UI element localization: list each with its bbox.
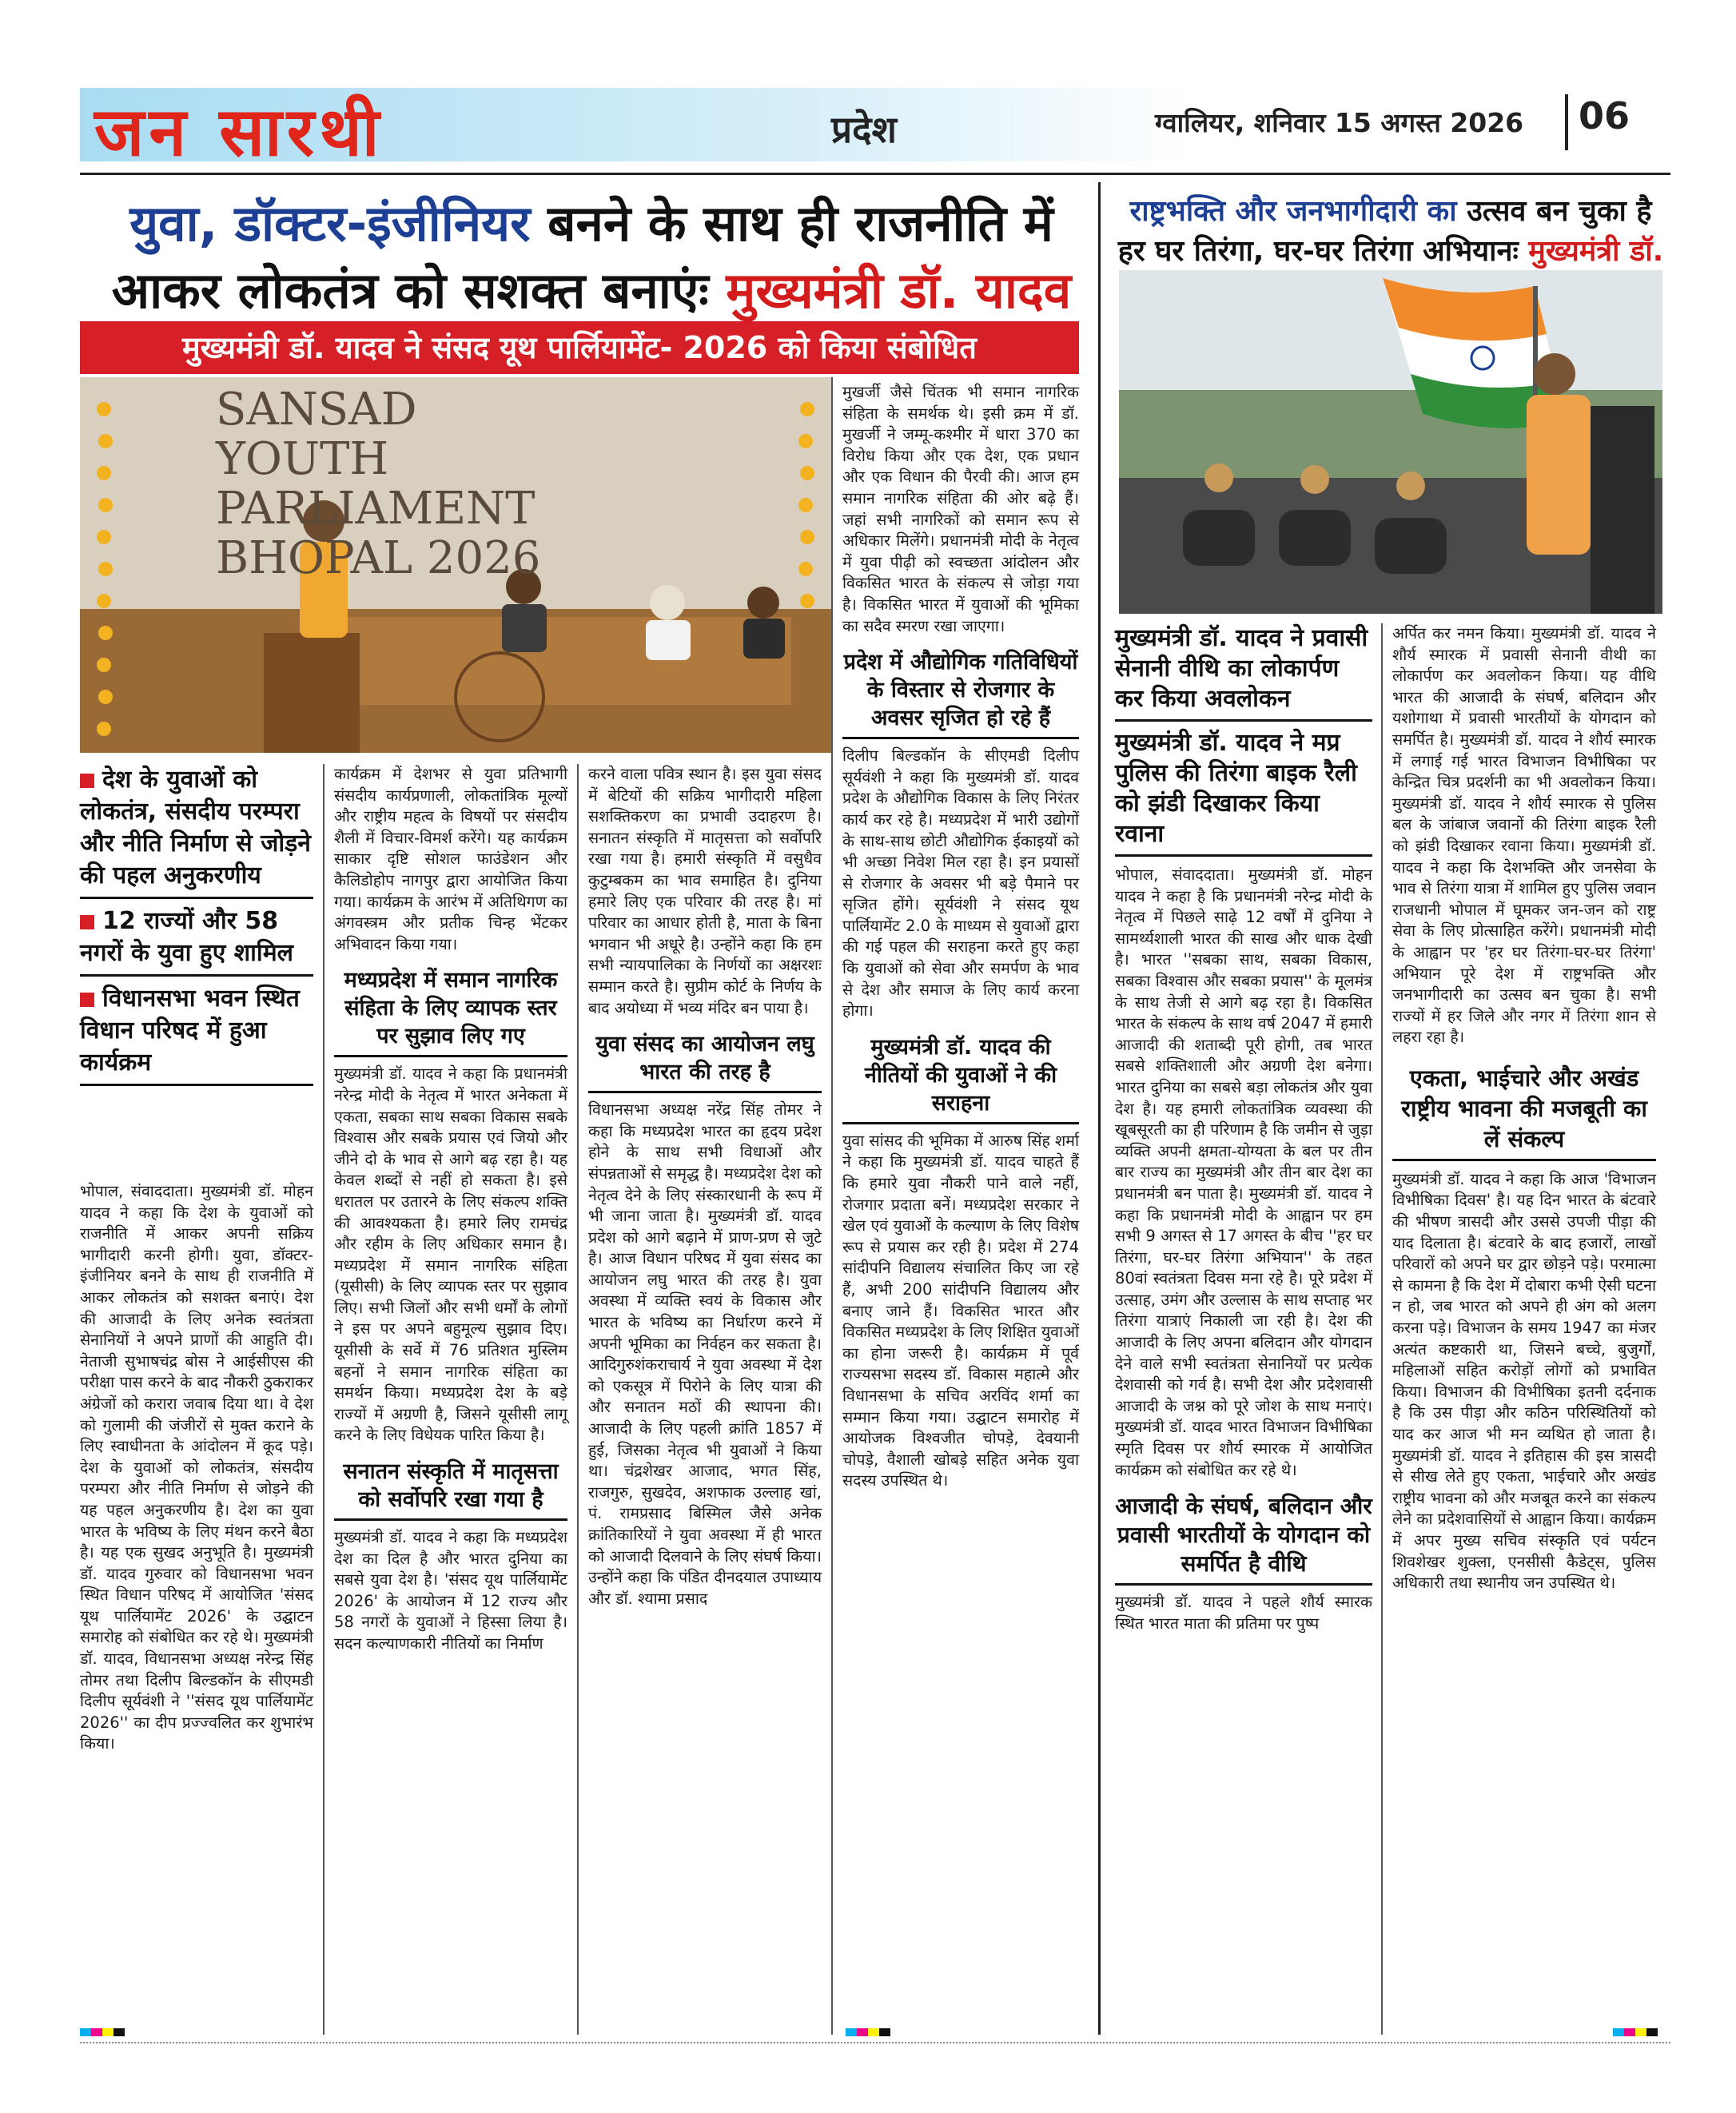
subheading: आजादी के संघर्ष, बलिदान और प्रवासी भारतीयों के योगदान को समर्पित है वीथि <box>1115 1493 1372 1578</box>
page-separator <box>1565 94 1568 150</box>
newspaper-logo: जन सारथी <box>94 92 384 171</box>
story-divider <box>1098 182 1101 2035</box>
tiranga-rally-illustration <box>1119 270 1662 614</box>
column-6: अर्पित कर नमन किया। मुख्यमंत्री डॉ. यादव ने शौर्य स्मारक में प्रवासी सेनानी वीथी का लोकार्पण कर अवलोकन किया। यह वीथि भारत की आजादी के संघर्ष, बलिदान और यशोगाथा में प्रवासी भारतीयों के योगदान को समर्पित है। मुख्यमंत्री डॉ. यादव ने शौर्य स्मारक में लगाई गई भारत विभाजन विभीषिका पर केन्द्रित चित्र प्रदर्शनी का भी अवलोकन किया। मुख्यमंत्री डॉ. यादव ने शौर्य स्मारक से पुलिस बल के जांबाज जवानों की तिरंगा बाइक रैली को झंडी दिखाकर रवाना किया। मुख्यमंत्री डॉ. यादव ने कहा कि देशभक्ति और जनसेवा के भाव से तिरंगा यात्रा में शामिल हुए पुलिस जवान राजधानी भोपाल में घूमकर जन-जन को राष्ट्र सेवा के लिए प्रोत्साहित करेंगे। प्रधानमंत्री मोदी के आह्वान पर 'हर घर तिरंगा-घर-घर तिरंगा' अभियान पूरे देश में राष्ट्रभक्ति और जनभागीदारी का उत्सव बन चुका है। सभी राज्यों में हर जिले और नगर में तिरंगा शान से लहरा रहा है। एकता, भाईचारे और अखंड राष्ट्रीय भावना की मजबूती का लें संकल्प मुख्यमंत्री डॉ. यादव ने कहा कि आज 'विभाजन विभीषिका दिवस' है। यह दिन भारत के बंटवारे की भीषण त्रासदी और उससे उपजी पीड़ा की याद दिलाता है। बंटवारे के बाद हजारों, लाखों परिवारों को अपने घर द्वार छोड़ने पड़े। परमात्मा से कामना है कि देश में दोबारा कभी ऐसी घटना न हो, जब भारत को अपने ही अंग को अलग करना पड़े। विभाजन के समय 1947 का मंजर अत्यंत कष्टकारी था, जिसने बच्चे, बुजुर्गों, महिलाओं सहित करोड़ों लोगों को प्रभावित किया। विभाजन की विभीषिका इतनी दर्दनाक है कि उस पीड़ा और कठिन परिस्थितियों को याद कर आज भी मन व्यथित हो जाता है। मुख्यमंत्री डॉ. यादव ने इतिहास की इस त्रासदी से सीख लेते हुए एकता, भाईचारे और अखंड राष्ट्रीय भावना को और मजबूत करने का संकल्प लेने का प्रदेशवासियों से आह्वान किया। कार्यक्रम में अपर मुख्य सचिव संस्कृति एवं पर्यटन शिवशेखर शुक्ला, एनसीसी कैडेट्स, पुलिस अधिकारी तथा स्थानीय जन उपस्थित थे। <box>1392 624 1656 1593</box>
color-registration-mark <box>80 2028 125 2036</box>
color-registration-mark <box>846 2028 890 2036</box>
highlights <box>80 764 313 1086</box>
color-registration-mark <box>1613 2028 1658 2036</box>
column-rule <box>323 764 325 2035</box>
column-1-text: भोपाल, संवाददाता। मुख्यमंत्री डॉ. मोहन यादव ने कहा कि देश के युवाओं को राजनीति में आकर अपनी सक्रिय भागीदारी करनी होगी। युवा, डॉक्टर-इंजीनियर बनने के साथ ही राजनीति में आकर लोकतंत्र को सशक्त बनाएं। देश की आजादी के लिए अनेक स्वतंत्रता सेनानियों ने अपने प्राणों की आहुति दी। नेताजी सुभाषचंद्र बोस ने आईसीएस की परीक्षा पास करने के बाद नौकरी ठुकराकर अंग्रेजों को करारा जवाब दिया था। वे देश को गुलामी की जंजीरों से मुक्त कराने के लिए स्वाधीनता के आंदोलन में कूद पड़े। देश के युवाओं को लोकतंत्र, संसदीय परम्परा और नीति निर्माण से जोड़ने की यह पहल अनुकरणीय है। देश का युवा भारत के भविष्य के लिए मंथन करने बैठा है। यह एक सुखद अनुभूति है। मुख्यमंत्री डॉ. यादव गुरुवार को विधानसभा भवन स्थित विधान परिषद में आयोजित 'संसद यूथ पार्लियामेंट 2026' के उद्घाटन समारोह को संबोधित कर रहे थे। मुख्यमंत्री डॉ. यादव, विधानसभा अध्यक्ष नरेन्द्र सिंह तोमर तथा दिलीप बिल्डकॉन के सीएमडी दिलीप सूर्यवंशी ने ''संसद यूथ पार्लियामेंट 2026'' का दीप प्रज्ज्वलित कर शुभारंभ किया। <box>80 1182 313 1753</box>
column-5: मुख्यमंत्री डॉ. यादव ने प्रवासी सेनानी वीथि का लोकार्पण कर किया अवलोकन मुख्यमंत्री डॉ. यादव ने मप्र पुलिस की तिरंगा बाइक रैली को झंडी दिखाकर किया रवाना भोपाल, संवाददाता। मुख्यमंत्री डॉ. मोहन यादव ने कहा है कि प्रधानमंत्री नरेन्द्र मोदी के नेतृत्व में पिछले साढ़े 12 वर्षों में दुनिया ने सामर्थ्यशाली भारत की साख और धाक देखी है। भारत ''सबका साथ, सबका विकास, सबका विश्वास और सबका प्रयास'' के मूलमंत्र के साथ तेजी से आगे बढ़ रहा है। विकसित भारत के संकल्प के साथ वर्ष 2047 में हमारी आजादी की शताब्दी पूरी होगी, तब भारत सबसे शक्तिशाली और अग्रणी देश बनेगा। भारत दुनिया का सबसे बड़ा लोकतंत्र और युवा देश है। यह हमारी लोकतांत्रिक व्यवस्था की खूबसूरती का ही परिणाम है कि जमीन से जुड़ा व्यक्ति अपनी क्षमता-योग्यता के बल पर तीन बार राज्य का मुख्यमंत्री और तीन बार देश का प्रधानमंत्री बन पाता है। मुख्यमंत्री डॉ. यादव ने कहा कि प्रधानमंत्री मोदी के आह्वान पर हम सभी 9 अगस्त से 17 अगस्त के बीच ''हर घर तिरंगा, घर-घर तिरंगा अभियान'' के तहत 80वां स्वतंत्रता दिवस मना रहे है। पूरे प्रदेश में उत्साह, उमंग और उल्लास के साथ सप्ताह भर तिरंगा यात्राएं निकाली जा रही है। देश की आजादी के लिए अपना बलिदान और योगदान देने वाले सभी स्वतंत्रता सेनानियों पर प्रत्येक देशवासी को गर्व है। सभी देश और प्रदेशवासी आजादी के जश्न को पूरे जोश के साथ मनाएं। मुख्यमंत्री डॉ. यादव भारत विभाजन विभीषिका स्मृति दिवस पर शौर्य स्मारक में आयोजित कार्यक्रम को संबोधित कर रहे थे। आजादी के संघर्ष, बलिदान और प्रवासी भारतीयों के योगदान को समर्पित है वीथि मुख्यमंत्री डॉ. यादव ने पहले शौर्य स्मारक स्थित भारत माता की प्रतिमा पर पुष्प <box>1115 624 1372 1633</box>
column-rule <box>1381 623 1383 2035</box>
column-3: करने वाला पवित्र स्थान है। इस युवा संसद में बेटियों की सक्रिय भागीदारी महिला सशक्तिकरण का प्रभावी उदाहरण है। सनातन संस्कृति में मातृसत्ता को सर्वोपरि रखा गया है। हमारी संस्कृति में वसुधैव कुटुम्बकम का भाव समाहित है। दुनिया हमारे लिए एक परिवार की तरह है। मां परिवार का आधार होती है, माता के बिना भगवान भी अधूरे है। उन्होंने कहा कि हम सभी न्यायपालिका के निर्णयों का अक्षरशः सम्मान करते है। सुप्रीम कोर्ट के निर्णय के बाद अयोध्या में भव्य मंदिर बन पाया है। युवा संसद का आयोजन लघु भारत की तरह है विधानसभा अध्यक्ष नरेंद्र सिंह तोमर ने कहा कि मध्यप्रदेश भारत का हृदय प्रदेश होने के साथ सभी विधाओं और संपन्नताओं से समृद्ध है। मध्यप्रदेश देश को नेतृत्व देने के लिए संस्कारधानी के रूप में भी जाना जाता है। मुख्यमंत्री डॉ. यादव प्रदेश को आगे बढ़ाने में प्राण-प्रण से जुटे है। आज विधान परिषद में युवा संसद का आयोजन लघु भारत की तरह है। युवा अवस्था में व्यक्ति स्वयं के विकास और भारत के भविष्य का निर्धारण करने में अपनी भूमिका का निर्वहन कर सकता है। आदिगुरुशंकराचार्य ने युवा अवस्था में देश को एकसूत्र में पिरोने के लिए यात्रा की और सनातन मठों की स्थापना की। आजादी के लिए पहली क्रांति 1857 में हुई, जिसका नेतृत्व भी युवाओं ने किया था। चंद्रशेखर आजाद, भगत सिंह, राजगुरु, सुखदेव, अशफाक उल्लाह खां, पं. रामप्रसाद बिस्मिल जैसे अनेक क्रांतिकारियों ने युवा अवस्था में ही भारत को आजादी दिलवाने के लिए संघर्ष किया। उन्होंने कहा कि पंडित दीनदयाल उपाध्याय और डॉ. श्यामा प्रसाद <box>588 765 822 1608</box>
page-number: 06 <box>1579 94 1630 137</box>
main-headline <box>88 190 1095 324</box>
highlight-item: देश के युवाओं को लोकतंत्र, संसदीय परम्परा और नीति निर्माण से जोड़ने की पहल अनुकरणीय <box>80 766 311 889</box>
highlight-item: विधानसभा भवन स्थित विधान परिषद में हुआ कार्यक्रम <box>80 985 300 1076</box>
subheading: प्रदेश में औद्योगिक गतिविधियों के विस्तार से रोजगार के अवसर सृजित हो रहे हैं <box>843 650 1078 731</box>
section-name: प्रदेश <box>831 108 897 151</box>
column-2: कार्यक्रम में देशभर से युवा प्रतिभागी संसदीय कार्यप्रणाली, लोकतांत्रिक मूल्यों और राष्ट्रीय महत्व के विषयों पर संसदीय शैली में विचार-विमर्श करेंगे। यह कार्यक्रम साकार दृष्टि सोशल फाउंडेशन और कैलिडोहोप नागपुर द्वारा आयोजित किया गया। कार्यक्रम के आरंभ में अतिथिगण का अंगवस्त्रम और प्रतीक चिन्ह भेंटकर अभिवादन किया गया। मध्यप्रदेश में समान नागरिक संहिता के लिए व्यापक स्तर पर सुझाव लिए गए मुख्यमंत्री डॉ. यादव ने कहा कि प्रधानमंत्री नरेन्द्र मोदी के नेतृत्व में भारत अनेकता में एकता, सबका साथ सबका विकास सबके विश्वास और सबके प्रयास एवं जियो और जीने दो के भाव से आगे बढ़ रहा है। यह केवल शब्दों से नहीं हो सकता है। इसे धरातल पर उतारने के लिए संकल्प शक्ति की आवश्यकता है। हमारे लिए रामचंद्र और रहीम के लिए अधिकार समान है। मध्यप्रदेश में समान नागरिक संहिता (यूसीसी) के लिए व्यापक स्तर पर सुझाव लिए। सभी जिलों और सभी धर्मों के लोगों ने इस पर अपने बहुमूल्य सुझाव दिए। यूसीसी के सर्वे में 76 प्रतिशत मुस्लिम बहनों ने समान नागरिक संहिता का समर्थन किया। मध्यप्रदेश देश के बड़े राज्यों में अग्रणी है, जिसने यूसीसी लागू करने के लिए विधेयक पारित किया है। सनातन संस्कृति में मातृसत्ता को सर्वोपरि रखा गया है मुख्यमंत्री डॉ. यादव ने कहा कि मध्यप्रदेश देश का दिल है और भारत दुनिया का सबसे युवा देश है। 'संसद यूथ पार्लियामेंट 2026' के आयोजन में 12 राज्य और 58 नगरों के युवाओं ने हिस्सा लिया है। सदन कल्याणकारी नीतियों का निर्माण <box>334 765 567 1653</box>
divider <box>1115 854 1372 857</box>
red-strap-text: मुख्यमंत्री डॉ. यादव ने संसद यूथ पार्लियामेंट- 2026 को किया संबोधित <box>182 330 977 365</box>
headline-blue: युवा, डॉक्टर-इंजीनियर <box>129 194 531 253</box>
highlight-item: 12 राज्यों और 58 नगरों के युवा हुए शामिल <box>80 907 293 967</box>
bullet-square-icon <box>80 993 94 1007</box>
bullet-square-icon <box>80 774 94 788</box>
column-rule <box>577 764 579 2035</box>
divider <box>588 1091 822 1093</box>
subheading: मुख्यमंत्री डॉ. यादव की नीतियों की युवाओं ने की सराहना <box>864 1034 1057 1116</box>
subheading: एकता, भाईचारे और अखंड राष्ट्रीय भावना की मजबूती का लें संकल्प <box>1401 1064 1647 1152</box>
subheading: युवा संसद का आयोजन लघु भारत की तरह है <box>595 1032 814 1085</box>
subheading: मुख्यमंत्री डॉ. यादव ने प्रवासी सेनानी वीथि का लोकार्पण कर किया अवलोकन <box>1115 624 1368 713</box>
divider <box>334 1055 567 1057</box>
header-rule <box>80 173 1670 175</box>
headline-mid: बनने के साथ ही राजनीति में आकर लोकतंत्र को सशक्त बनाएंः <box>111 194 1053 320</box>
divider <box>334 1518 567 1521</box>
subheading: मुख्यमंत्री डॉ. यादव ने मप्र पुलिस की तिरंगा बाइक रैली को झंडी दिखाकर किया रवाना <box>1115 729 1357 848</box>
dateline: ग्वालियर, शनिवार 15 अगस्त 2026 <box>1155 107 1524 138</box>
subheading: मध्यप्रदेश में समान नागरिक संहिता के लिए व्यापक स्तर पर सुझाव लिए गए <box>344 968 558 1049</box>
divider <box>842 1122 1079 1124</box>
tiranga-rally-photo <box>1119 270 1662 614</box>
divider <box>80 974 313 977</box>
divider <box>1115 1583 1372 1586</box>
photo-banner-text: SANSAD YOUTH PARLIAMENT BHOPAL 2026 <box>216 384 541 584</box>
column-rule <box>831 377 833 2035</box>
divider <box>1392 1159 1656 1161</box>
headline-red: मुख्यमंत्री डॉ. यादव <box>726 261 1072 320</box>
divider <box>80 897 313 899</box>
divider <box>80 1084 313 1086</box>
divider <box>1115 719 1372 722</box>
divider <box>842 737 1079 739</box>
footer-rule <box>80 2042 1670 2046</box>
youth-parliament-photo <box>80 377 831 753</box>
subheading: सनातन संस्कृति में मातृसत्ता को सर्वोपरि रखा गया है <box>343 1459 559 1513</box>
red-strap <box>80 321 1079 374</box>
column-4: मुखर्जी जैसे चिंतक भी समान नागरिक संहिता के समर्थक थे। इसी क्रम में डॉ. मुखर्जी ने जम्मू-कश्मीर में धारा 370 का विरोध किया और एक देश, एक प्रधान और एक विधान की पैरवी की। आज हम समान नागरिक संहिता की ओर बढ़े हैं। जहां सभी नागरिकों को समान रूप से अधिकार मिलेंगे। प्रधानमंत्री मोदी के नेतृत्व में युवा पीढ़ी को स्वच्छता आंदोलन और विकसित भारत के संकल्प से जोड़ा गया है। विकसित भारत में युवाओं की भूमिका का सदैव स्मरण रखा जाएगा। प्रदेश में औद्योगिक गतिविधियों के विस्तार से रोजगार के अवसर सृजित हो रहे हैं दिलीप बिल्डकॉन के सीएमडी दिलीप सूर्यवंशी ने कहा कि मुख्यमंत्री डॉ. यादव प्रदेश के औद्योगिक विकास के लिए निरंतर कार्य कर रहे है। मध्यप्रदेश में भारी उद्योगों के साथ-साथ छोटी औद्योगिक ईकाइयों को भी अच्छा निवेश मिल रहा है। इन प्रयासों से रोजगार के अवसर भी बड़े पैमाने पर सृजित होंगे। सूर्यवंशी ने संसद यूथ पार्लियामेंट 2.0 के माध्यम से युवाओं द्वारा की गई पहल की सराहना करते हुए कहा कि युवाओं को सेवा और समर्पण के भाव से देश और समाज के लिए कार्य करना होगा। मुख्यमंत्री डॉ. यादव की नीतियों की युवाओं ने की सराहना युवा सांसद की भूमिका में आरुष सिंह शर्मा ने कहा कि मुख्यमंत्री डॉ. यादव चाहते हैं कि हमारे युवा नौकरी पाने वाले नहीं, रोजगार प्रदाता बनें। मध्यप्रदेश सरकार ने खेल एवं युवाओं के कल्याण के लिए विशेष रूप से प्रयास कर रही है। प्रदेश में 274 सांदीपनि विद्यालय संचालित किए जा रहे हैं, अभी 200 सांदीपनि विद्यालय और बनाए जाने हैं। विकसित भारत और विकसित मध्यप्रदेश के लिए शिक्षित युवाओं का होना जरूरी है। कार्यक्रम में पूर्व राज्यसभा सदस्य डॉ. विकास महात्मे और विधानसभा के सचिव अरविंद शर्मा का सम्मान किया गया। उद्घाटन समारोह में आयोजक विश्वजीत चोपड़े, देवयानी चोपड़े, वैशाली खोबड़े सहित अनेक युवा सदस्य उपस्थित थे। <box>842 383 1079 1490</box>
bullet-square-icon <box>80 915 94 929</box>
side-headline: राष्ट्रभक्ति और जनभागीदारी का उत्सव बन चुका है हर घर तिरंगा, घर-घर तिरंगा अभियानः मुख्यमंत्री डॉ. <box>1117 195 1664 268</box>
